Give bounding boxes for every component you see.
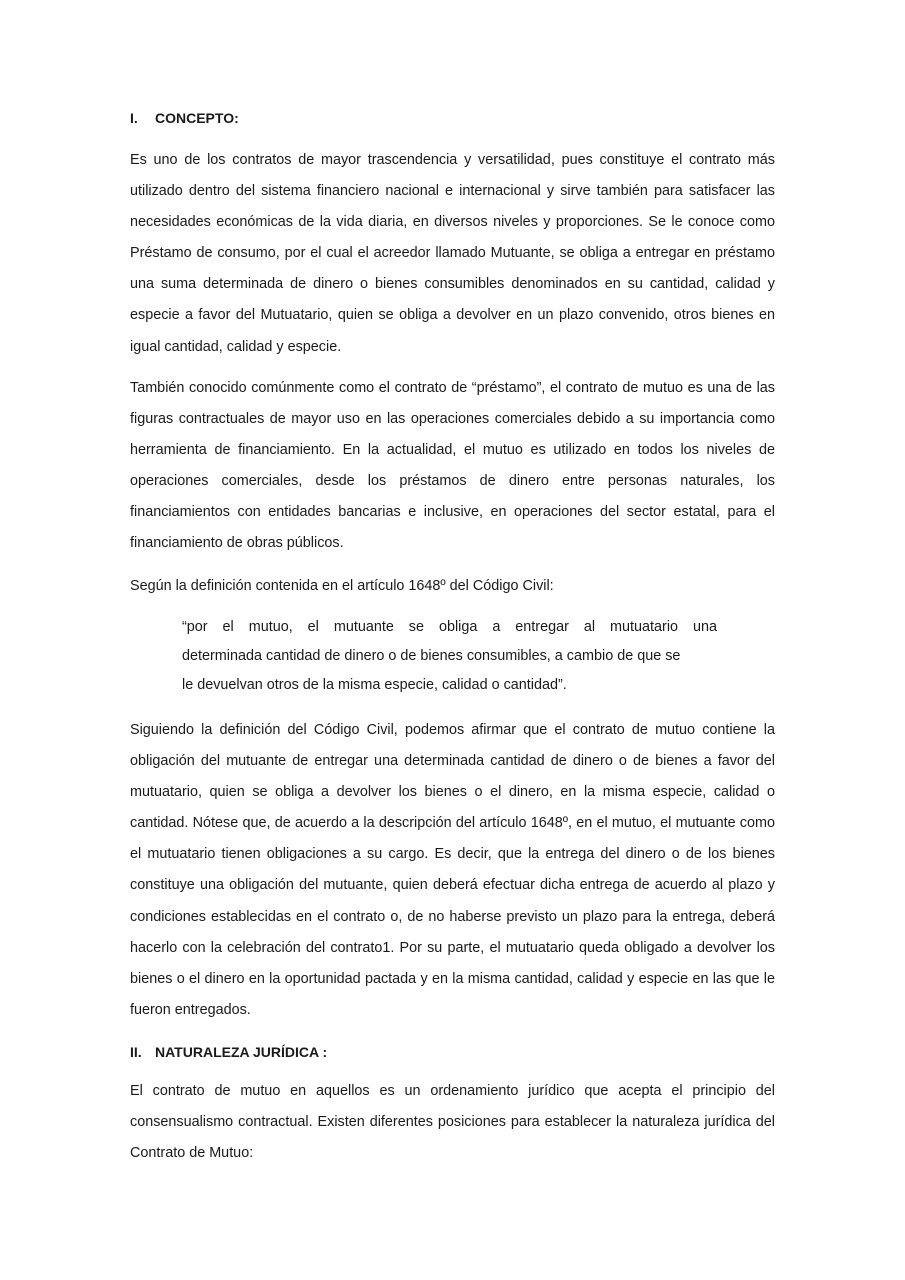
quote-line: le devuelvan otros de la misma especie, calidad o cantidad”. [182,677,567,693]
legal-quote [182,613,717,700]
paragraph-naturaleza: El contrato de mutuo en aquellos es un ordenamiento jurídico que acepta el principio del consensualismo contractual. Existen diferentes posiciones para establecer la naturaleza jurídica del Contrato de Mutuo: [130,1083,775,1162]
paragraph-codigo-civil-intro: Según la definición contenida en el artículo 1648º del Código Civil: [130,578,554,594]
section-heading-concepto [130,103,775,133]
section-heading-naturaleza [130,1037,775,1067]
section-title: NATURALEZA JURÍDICA : [155,1044,328,1060]
paragraph-prestamo: También conocido comúnmente como el contrato de “préstamo”, el contrato de mutuo es una de las figuras contractuales de mayor uso en las operaciones comerciales debido a su importancia como herramienta de financiamiento. En la actualidad, el mutuo es utilizado en todos los niveles de operaciones comerciales, desde los préstamos de dinero entre personas naturales, los financiamientos con entidades bancarias e inclusive, en operaciones del sector estatal, para el financiamiento de obras públicos. [130,380,775,552]
quote-line: determinada cantidad de dinero o de bienes consumibles, a cambio de que se [182,648,681,664]
section-number: II. [130,1044,142,1060]
paragraph-analysis: Siguiendo la definición del Código Civil, podemos afirmar que el contrato de mutuo contiene la obligación del mutuante de entregar una determinada cantidad de dinero o de bienes a favor del mutuatario, quien se obliga a devolver los bienes o el dinero, en la misma especie, calidad o cantidad. Nótese que, de acuerdo a la descripción del artículo 1648º, en el mutuo, el mutuante como el mutuatario tienen obligaciones a su cargo. Es decir, que la entrega del dinero o de los bienes constituye una obligación del mutuante, quien deberá efectuar dicha entrega de acuerdo al plazo y condiciones establecidas en el contrato o, de no haberse previsto un plazo para la entrega, deberá hacerlo con la celebración del contrato1. Por su parte, el mutuatario queda obligado a devolver los bienes o el dinero en la oportunidad pactada y en la misma cantidad, calidad y especie en las que le fueron entregados. [130,722,775,1018]
paragraph-definition: Es uno de los contratos de mayor trascendencia y versatilidad, pues constituye el contrato más utilizado dentro del sistema financiero nacional e internacional y sirve también para satisfacer las necesidades económicas de la vida diaria, en diversos niveles y proporciones. Se le conoce como Préstamo de consumo, por el cual el acreedor llamado Mutuante, se obliga a entregar en préstamo una suma determinada de dinero o bienes consumibles denominados en su cantidad, calidad y especie a favor del Mutuatario, quien se obliga a devolver en un plazo convenido, otros bienes en igual cantidad, calidad y especie. [130,152,775,355]
section-number: I. [130,110,138,126]
section-title: CONCEPTO: [155,110,239,126]
quote-line: “por el mutuo, el mutuante se obliga a entregar al mutuatario una [182,619,717,635]
